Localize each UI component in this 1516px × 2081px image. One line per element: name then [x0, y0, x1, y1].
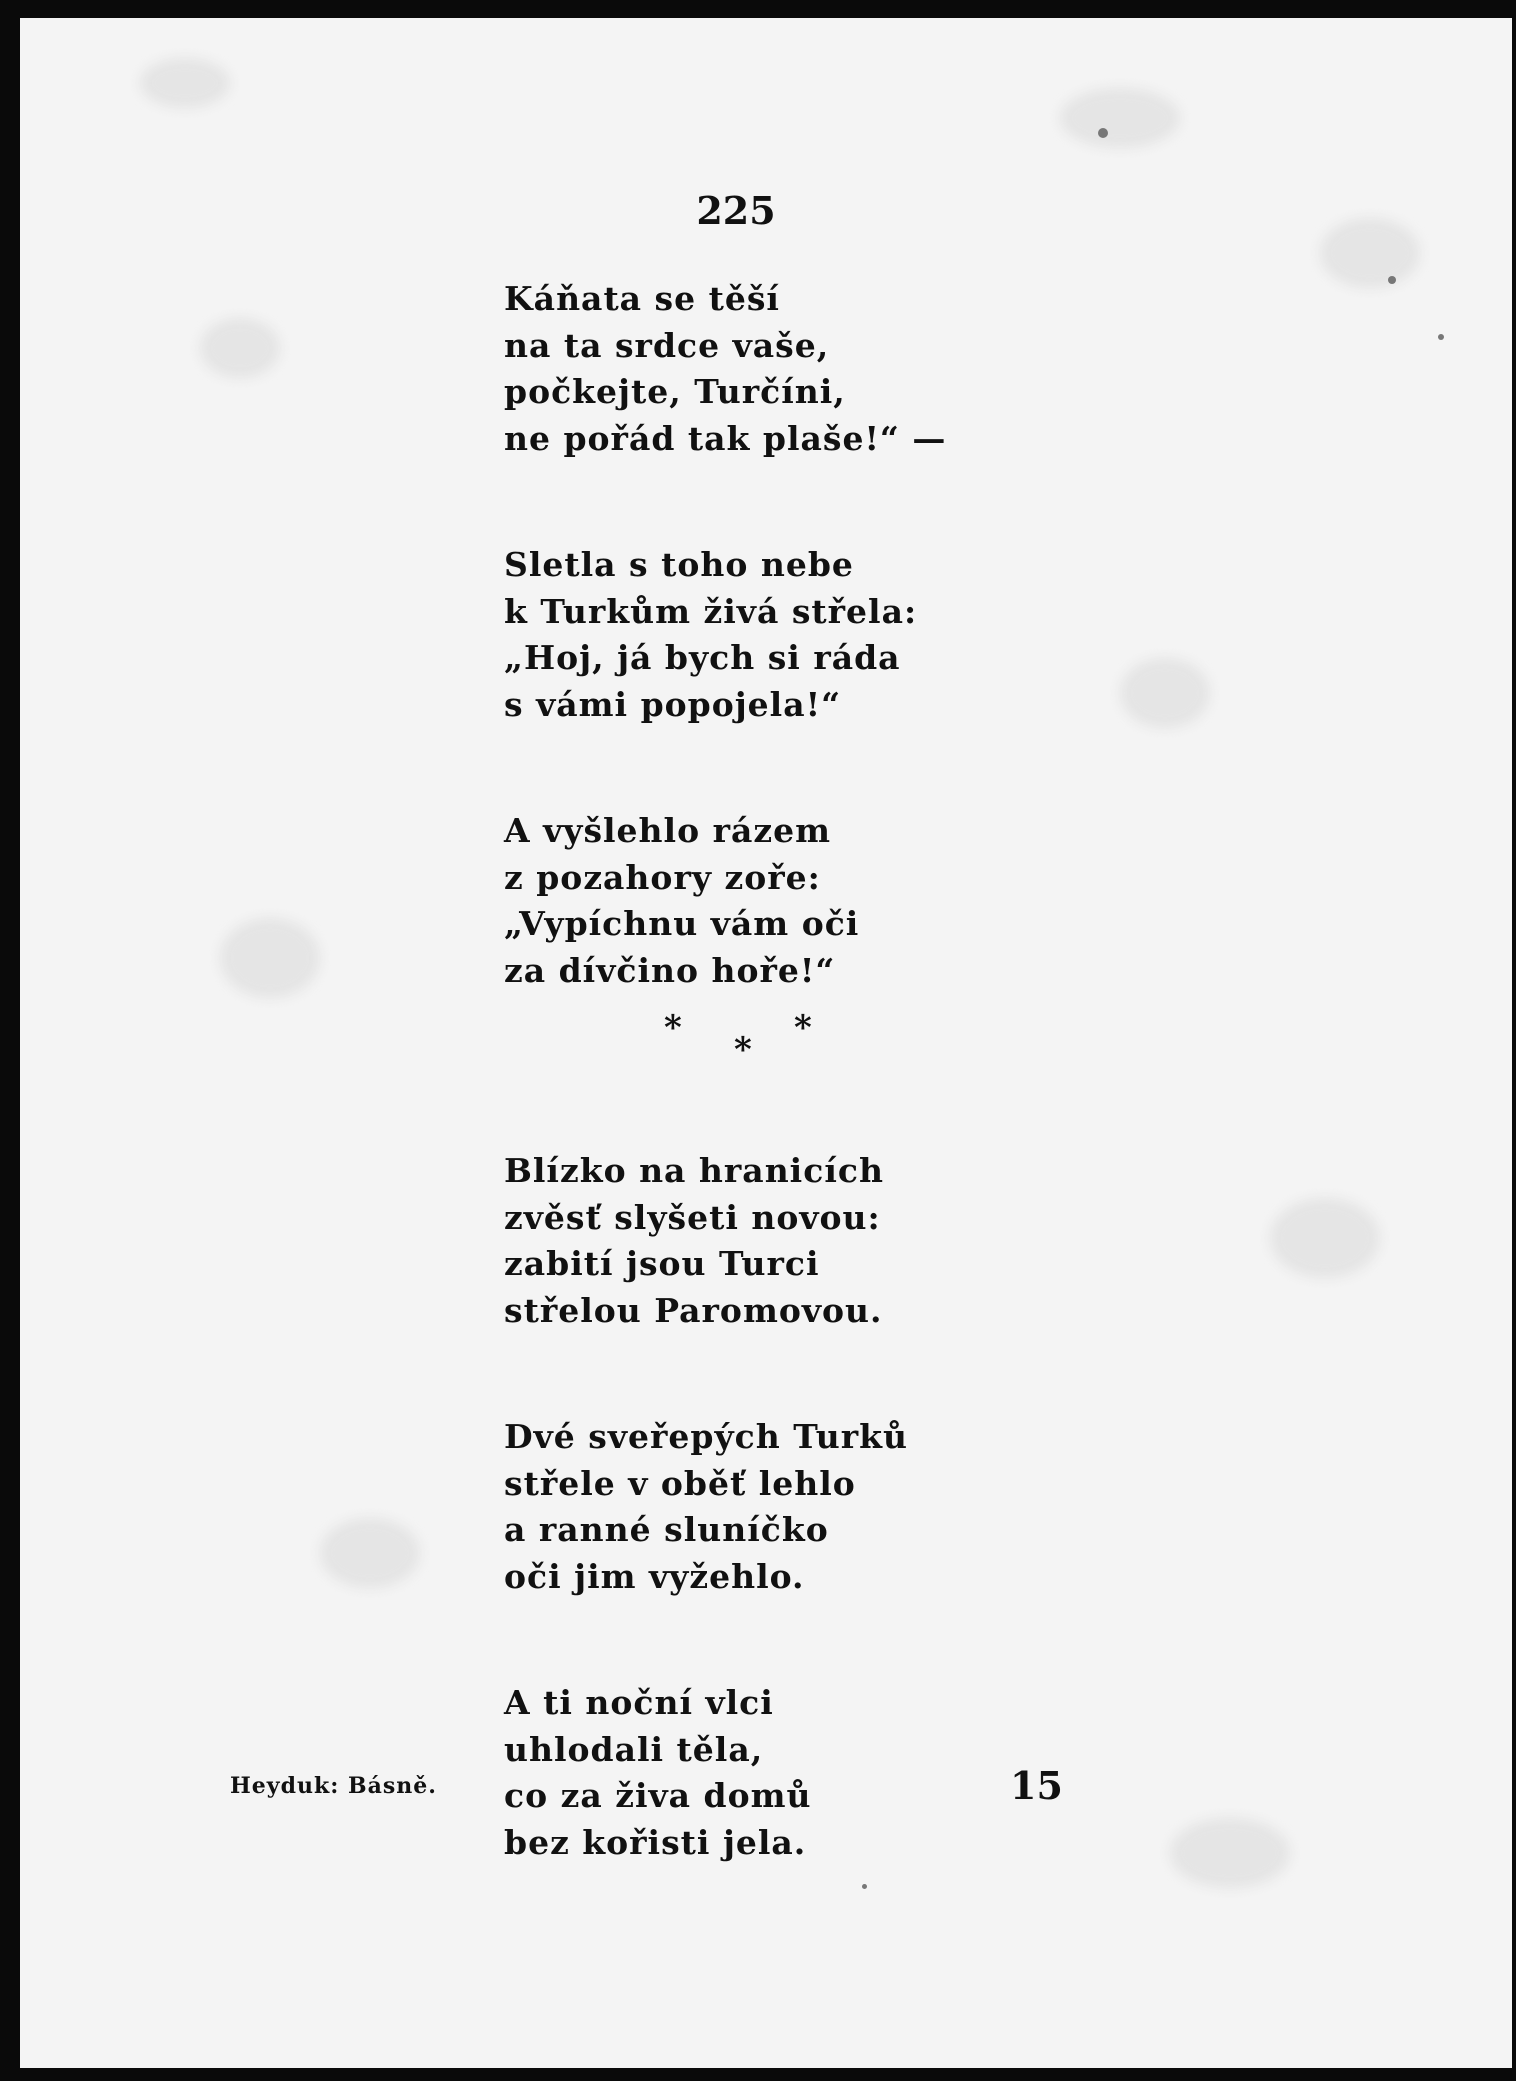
- poem-line: střele v oběť lehlo: [504, 1463, 856, 1503]
- poem-line: uhlodali těla,: [504, 1729, 764, 1769]
- paper-smudge: [140, 58, 230, 108]
- paper-smudge: [1270, 1198, 1380, 1278]
- poem-line: zabití jsou Turci: [504, 1244, 820, 1283]
- poem-line: ne pořád tak plaše!“ —: [504, 418, 947, 458]
- poem-line: „Vypíchnu vám oči: [504, 904, 860, 943]
- poem-line: „Hoj, já bych si ráda: [504, 638, 901, 677]
- stanza: [504, 808, 1104, 994]
- book-page: [20, 18, 1512, 2068]
- poem-line: k Turkům živá střela:: [504, 591, 918, 631]
- asterism-divider: [504, 1008, 1104, 1148]
- poem-line: co za živa domů: [504, 1776, 812, 1815]
- paper-smudge: [1170, 1818, 1290, 1888]
- asterisk-left: *: [664, 1008, 683, 1048]
- paper-smudge: [1120, 658, 1210, 728]
- poem-line: A vyšlehlo rázem: [504, 811, 832, 850]
- stanza: [504, 276, 1104, 462]
- paper-speck: [1438, 334, 1444, 340]
- poem-line: zvěsť slyšeti novou:: [504, 1197, 881, 1237]
- poem-line: Sletla s toho nebe: [504, 545, 854, 584]
- poem-line: na ta srdce vaše,: [504, 325, 830, 365]
- paper-speck: [1388, 276, 1396, 284]
- poem-line: s vámi popojela!“: [504, 684, 842, 724]
- poem-line: a ranné sluníčko: [504, 1510, 829, 1549]
- signature-mark: Heyduk: Básně.: [230, 1773, 437, 1799]
- stanza: [504, 542, 1104, 728]
- paper-smudge: [200, 318, 280, 378]
- stanza: [504, 1414, 1104, 1600]
- poem-line: Káňata se těší: [504, 279, 780, 318]
- paper-smudge: [1060, 88, 1180, 148]
- paper-smudge: [220, 918, 320, 998]
- poem-line: Blízko na hranicích: [504, 1151, 884, 1190]
- asterisk-right: *: [794, 1008, 813, 1048]
- sheet-number: 15: [1010, 1763, 1063, 1808]
- poem-line: za dívčino hoře!“: [504, 950, 836, 990]
- paper-speck: [1098, 128, 1108, 138]
- stanza: [504, 1148, 1104, 1334]
- poem-line: Dvé sveřepých Turků: [504, 1417, 908, 1456]
- poem-line: střelou Paromovou.: [504, 1290, 883, 1330]
- page-number: 225: [696, 188, 776, 233]
- poem-line: oči jim vyžehlo.: [504, 1556, 805, 1596]
- poem-line: z pozahory zoře:: [504, 857, 821, 897]
- asterisk-center: *: [734, 1030, 753, 1070]
- paper-speck: [862, 1884, 867, 1889]
- poem-text: [504, 276, 1104, 1866]
- poem-line: A ti noční vlci: [504, 1683, 774, 1722]
- poem-line: bez kořisti jela.: [504, 1822, 807, 1862]
- poem-line: počkejte, Turčíni,: [504, 372, 846, 411]
- paper-smudge: [320, 1518, 420, 1588]
